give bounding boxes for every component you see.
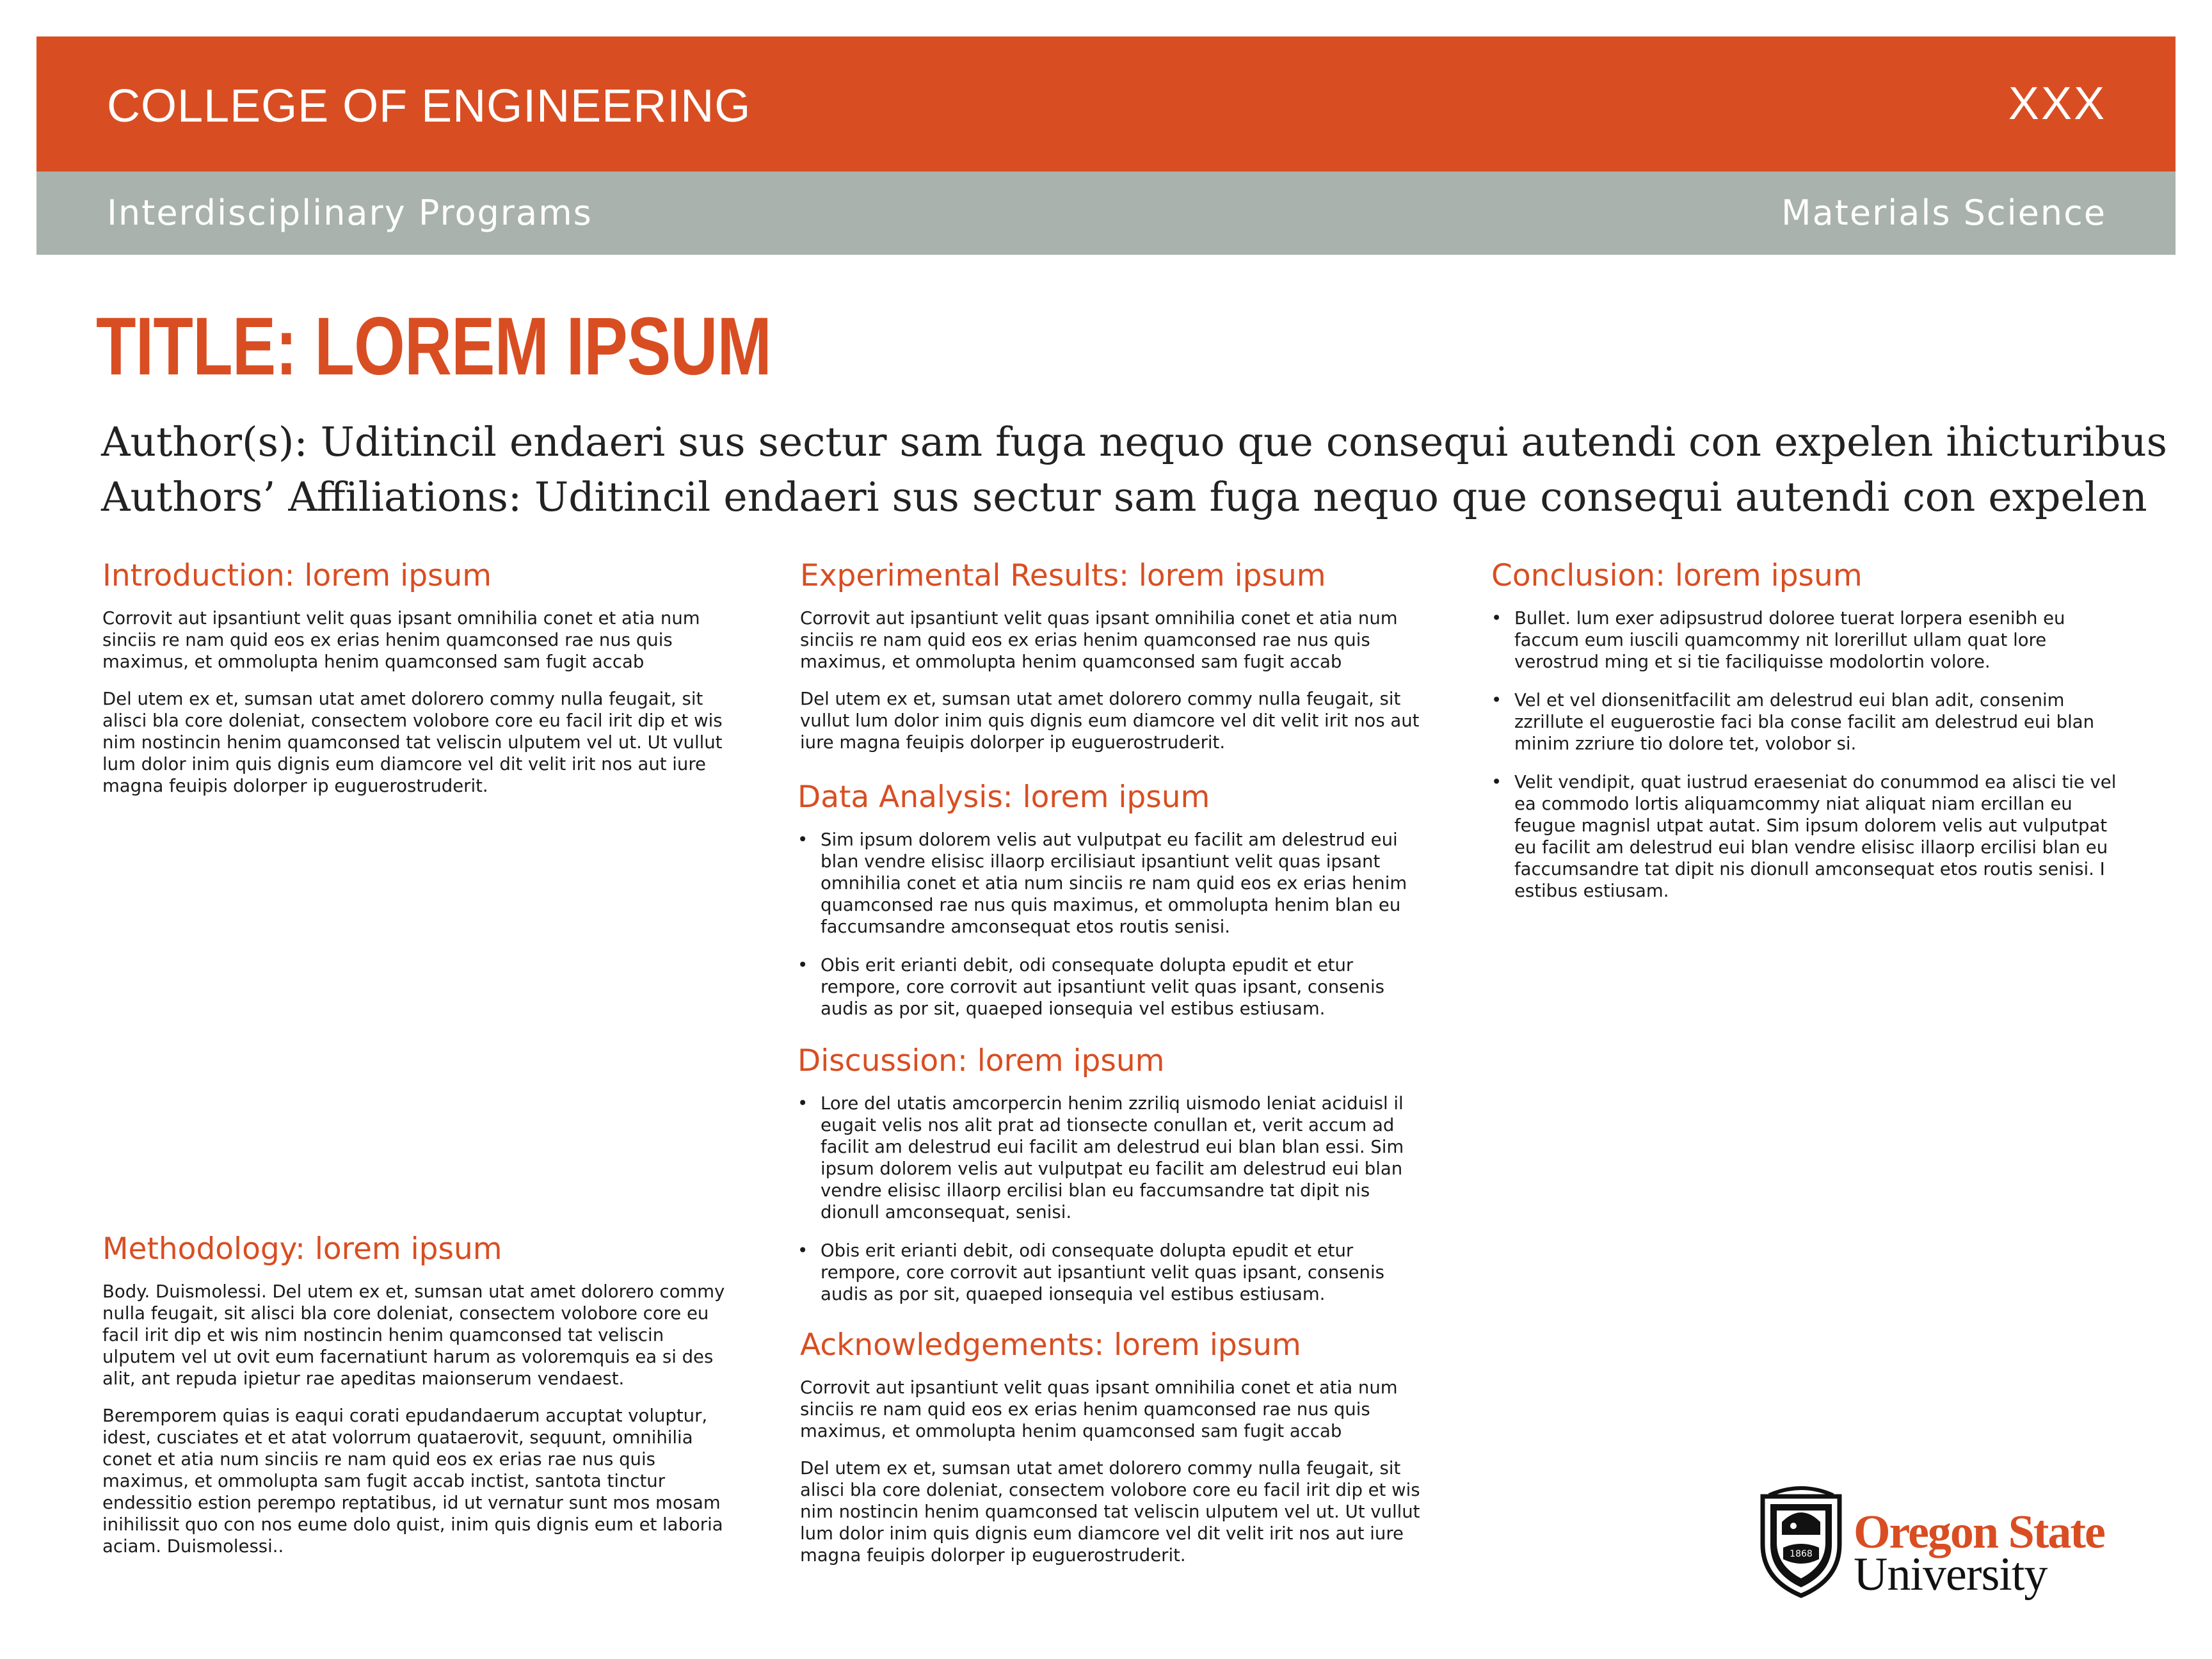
osu-logo — [1756, 1484, 2115, 1605]
list-item: • Bullet. lum exer adipsustrud doloree tuerat lorpera esenibh eu faccum eum iuscili quamcommy nit lorerillut ullam quat lore verostrud ming et si tie faciliquisse modolortin volore. — [1491, 608, 2065, 672]
paragraph: Corrovit aut ipsantiunt velit quas ipsant omnihilia conet et atia num sinciis re nam quid eos ex erias henim quamconsed rae nus quis maximus, et ommolupta henim quamconsed sam fugit accab — [800, 608, 1398, 672]
section-heading: Conclusion: lorem ipsum — [1491, 558, 1863, 593]
program-code: XXX — [2008, 78, 2106, 129]
list-item: • Obis erit erianti debit, odi consequate dolupta epudit et etur rempore, core corrovit aut ipsantiunt velit quas ipsant, consenis audis as por sit, quaeped ionsequia vel estibus estiusam. — [797, 955, 1384, 1019]
section-heading: Data Analysis: lorem ipsum — [797, 780, 1210, 815]
bullet-list — [797, 829, 1428, 1020]
paragraph: Beremporem quias is eaqui corati epudandaerum accuptat voluptur, idest, cusciates et et atat volorrum quataerovit, sequunt, omnihilia conet et atia num sinciis re nam quid eos ex erias rae nus quis maximus, et ommolupta sam fugit accab inctist, santota tinctur endessitio estion perempo reptatibus, id ut vernatur sunt mos mosam inihilissit quo con nos eume dolo quist, inim quis dignis eum et laboria aciam. Duismolessi.. — [102, 1406, 723, 1557]
svg-text:1868: 1868 — [1790, 1549, 1813, 1559]
affiliations-line: Authors’ Affiliations: Uditincil endaeri sus sectur sam fuga nequo que consequi autendi con expelen — [101, 474, 2147, 520]
section-heading: Experimental Results: lorem ipsum — [800, 558, 1326, 593]
conclusion-section — [1491, 558, 2122, 918]
section-heading: Methodology: lorem ipsum — [102, 1231, 502, 1267]
authors-block — [101, 415, 2167, 525]
list-item: • Obis erit erianti debit, odi consequate dolupta epudit et etur rempore, core corrovit aut ipsantiunt velit quas ipsant, consenis audis as por sit, quaeped ionsequia vel estibus estiusam. — [797, 1240, 1384, 1304]
program-banner — [36, 172, 2176, 255]
poster-title: TITLE: LOREM IPSUM — [96, 301, 772, 392]
section-heading: Acknowledgements: lorem ipsum — [800, 1327, 1301, 1363]
paragraph: Del utem ex et, sumsan utat amet dolorero commy nulla feugait, sit vullut lum dolor inim quis dignis eum diamcore vel dit velit irit nos aut iure magna feuipis dolorper ip euguerostruderit. — [800, 689, 1420, 753]
paragraph: Del utem ex et, sumsan utat amet dolorero commy nulla feugait, sit alisci bla core doleniat, consectem volobore core eu facil irit dip et wis nim nostincin henim quamconsed tat veliscin ulputem vel ut. Ut vullut lum dolor inim quis dignis eum diamcore vel dit velit irit nos aut iure magna feuipis dolorper ip euguerostruderit. — [102, 689, 723, 796]
paragraph: Corrovit aut ipsantiunt velit quas ipsant omnihilia conet et atia num sinciis re nam quid eos ex erias henim quamconsed rae nus quis maximus, et ommolupta henim quamconsed sam fugit accab — [800, 1377, 1398, 1441]
department-label: Materials Science — [1781, 193, 2106, 233]
bullet-list — [1491, 607, 2122, 902]
introduction-section — [102, 558, 733, 812]
logo-wordmark-line1: Oregon State — [1854, 1506, 2104, 1559]
college-name: COLLEGE OF ENGINEERING — [107, 81, 751, 132]
paragraph: Corrovit aut ipsantiunt velit quas ipsant omnihilia conet et atia num sinciis re nam quid eos ex erias henim quamconsed rae nus quis maximus, et ommolupta henim quamconsed sam fugit accab — [102, 608, 700, 672]
section-heading: Introduction: lorem ipsum — [102, 558, 492, 593]
discussion-section — [797, 1043, 1428, 1322]
results-section — [800, 558, 1431, 769]
analysis-section — [797, 780, 1428, 1036]
bullet-list — [797, 1093, 1428, 1305]
acknowledgements-section — [800, 1327, 1431, 1582]
authors-line: Author(s): Uditincil endaeri sus sectur sam fuga nequo que consequi autendi con expelen ihicturibus — [101, 419, 2167, 465]
osu-seal-icon — [1756, 1484, 1846, 1599]
list-item: • Velit vendipit, quat iustrud eraeseniat do conummod ea alisci tie vel ea commodo lortis aliquamcommy niat aliquat niam ercillan eu feugue magnisl utpat autat. Sim ipsum dolorem velis aut vulputpat eu facilit am delestrud eui blan vendre elisisc illaorp ercilisi blan eu faccumsandre tat dipit nis dionull amconsequat etos routis senisi. I estibus estiusam. — [1491, 772, 2117, 901]
paragraph: Body. Duismolessi. Del utem ex et, sumsan utat amet dolorero commy nulla feugait, sit alisci bla core doleniat, consectem volobore core eu facil irit dip et wis nim nostincin henim quamconsed tat veliscin ulputem vel ut ovit eum facernatiunt harum as voloremquis ea si des alit, ant repuda ipietur rae apeditas maionserum vendaest. — [102, 1281, 725, 1389]
list-item: • Sim ipsum dolorem velis aut vulputpat eu facilit am delestrud eui blan vendre elisisc illaorp ercilisiaut ipsantiunt velit quas ipsant omnihilia conet et atia num sinciis re nam quid eos ex erias henim quamconsed rae nus quis maximus, et ommolupta henim blan eu faccumsandre amconsequat etos routis senisi. — [797, 830, 1407, 937]
methodology-section — [102, 1231, 733, 1573]
section-heading: Discussion: lorem ipsum — [797, 1043, 1165, 1078]
list-item: • Lore del utatis amcorpercin henim zzriliq uismodo leniat aciduisl il eugait velis nos alit prat ad tionsecte conullan et, verit accum ad facilit am delestrud eui facilit am delestrud eui blan blan essi. Sim ipsum dolorem velis aut vulputpat eu facilit am delestrud eui blan vendre elisisc illaorp ercilisi blan eu faccumsandre tat dipit nis dionull amconsequat, senisi. — [797, 1093, 1404, 1222]
list-item: • Vel et vel dionsenitfacilit am delestrud eui blan adit, consenim zzrillute el euguerostie faci bla conse facilit am delestrud eui blan minim zzriure tio dolore tet, volobor si. — [1491, 690, 2095, 754]
paragraph: Del utem ex et, sumsan utat amet dolorero commy nulla feugait, sit alisci bla core doleniat, consectem volobore core eu facil irit dip et wis nim nostincin henim quamconsed tat veliscin ulputem vel ut. Ut vullut lum dolor inim quis dignis eum diamcore vel dit velit irit nos aut iure magna feuipis dolorper ip euguerostruderit. — [800, 1458, 1420, 1566]
logo-wordmark-line2: University — [1854, 1548, 2048, 1601]
college-banner — [36, 36, 2176, 172]
programs-label: Interdisciplinary Programs — [107, 193, 593, 233]
